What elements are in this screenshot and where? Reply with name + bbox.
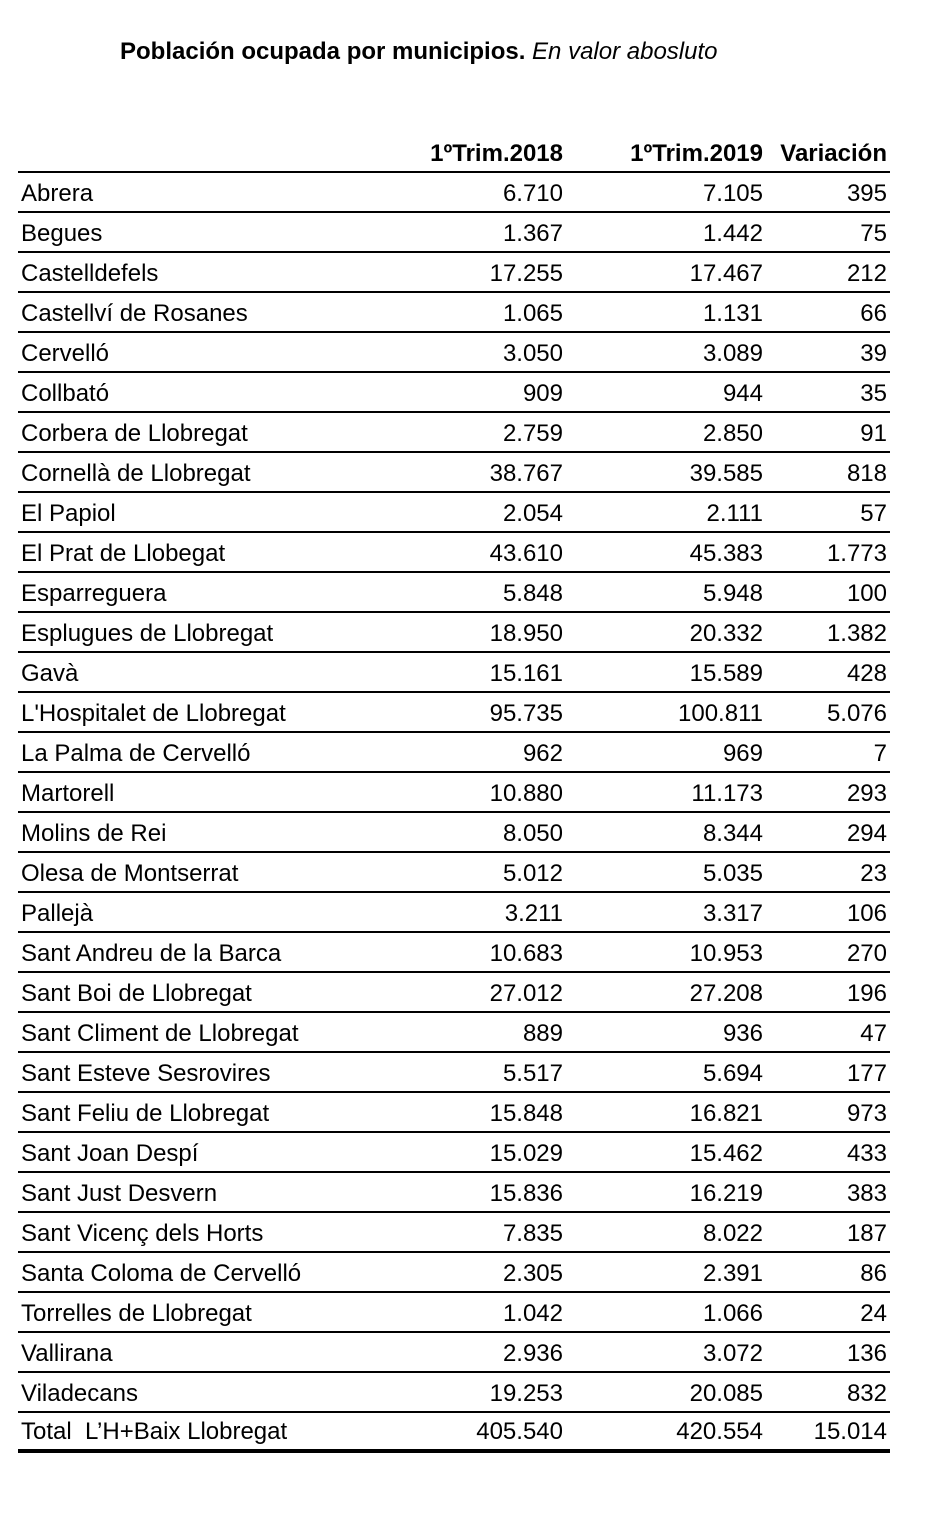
table-header-row	[18, 133, 890, 173]
table-row	[18, 373, 890, 413]
title-subtitle: En valor abosluto	[532, 38, 718, 65]
municipality-cell: Vallirana	[21, 1340, 113, 1367]
table-row	[18, 613, 890, 653]
table-row	[18, 333, 890, 373]
trim-2018-cell: 5.012	[502, 860, 563, 887]
trim-2018-cell: 2.936	[502, 1340, 563, 1367]
variation-cell: 47	[860, 1020, 887, 1047]
table-row	[18, 773, 890, 813]
trim-2018-cell: 17.255	[489, 260, 563, 287]
municipality-cell: Santa Coloma de Cervelló	[21, 1260, 302, 1287]
table-total-row	[18, 1413, 890, 1453]
table-row	[18, 1093, 890, 1133]
table-row	[18, 1053, 890, 1093]
variation-cell: 294	[846, 820, 887, 847]
municipality-cell: Castellví de Rosanes	[21, 300, 248, 327]
trim-2019-cell: 5.694	[702, 1060, 763, 1087]
municipality-cell: Martorell	[21, 780, 115, 807]
municipality-cell: Cornellà de Llobregat	[21, 460, 251, 487]
municipality-cell: Sant Climent de Llobregat	[21, 1020, 299, 1047]
variation-cell: 24	[860, 1300, 887, 1327]
table-row	[18, 1293, 890, 1333]
trim-2018-cell: 27.012	[489, 980, 563, 1007]
table-row	[18, 453, 890, 493]
variation-cell: 1.382	[826, 620, 887, 647]
table-row	[18, 733, 890, 773]
trim-2018-cell: 38.767	[489, 460, 563, 487]
table-row	[18, 173, 890, 213]
trim-2018-cell: 7.835	[502, 1220, 563, 1247]
variation-cell: 832	[846, 1380, 887, 1407]
variation-cell: 196	[846, 980, 887, 1007]
table-row	[18, 853, 890, 893]
trim-2019-cell: 8.022	[702, 1220, 763, 1247]
variation-cell: 395	[846, 180, 887, 207]
trim-2019-cell: 17.467	[689, 260, 763, 287]
table-row	[18, 253, 890, 293]
municipality-cell: Begues	[21, 220, 103, 247]
table-row	[18, 653, 890, 693]
trim-2018-cell: 10.683	[489, 940, 563, 967]
trim-2018-cell: 15.029	[489, 1140, 563, 1167]
trim-2019-cell: 27.208	[689, 980, 763, 1007]
municipality-cell: Pallejà	[21, 900, 94, 927]
trim-2018-cell: 15.848	[489, 1100, 563, 1127]
trim-2019-cell: 1.131	[702, 300, 763, 327]
variation-cell: 433	[846, 1140, 887, 1167]
municipality-cell: El Papiol	[21, 500, 116, 527]
trim-2019-cell: 15.462	[689, 1140, 763, 1167]
trim-2018-cell: 2.305	[502, 1260, 563, 1287]
table-row	[18, 1173, 890, 1213]
municipality-cell: Sant Andreu de la Barca	[21, 940, 282, 967]
trim-2019-cell: 16.219	[689, 1180, 763, 1207]
variation-cell: 177	[846, 1060, 887, 1087]
table-row	[18, 933, 890, 973]
trim-2019-cell: 969	[722, 740, 763, 767]
municipality-cell: Olesa de Montserrat	[21, 860, 239, 887]
trim-2019-cell: 1.442	[702, 220, 763, 247]
trim-2019-cell: 2.111	[706, 500, 763, 527]
trim-2018-cell: 15.836	[489, 1180, 563, 1207]
trim-2018-cell: 2.054	[502, 500, 563, 527]
variation-cell: 75	[860, 220, 887, 247]
trim-2018-cell: 10.880	[489, 780, 563, 807]
variation-cell: 57	[860, 500, 887, 527]
trim-2018-cell: 18.950	[489, 620, 563, 647]
trim-2018-cell: 909	[522, 380, 563, 407]
variation-cell: 973	[846, 1100, 887, 1127]
trim-2018-cell: 8.050	[502, 820, 563, 847]
variation-cell: 270	[846, 940, 887, 967]
variation-cell: 86	[860, 1260, 887, 1287]
trim-2019-cell: 10.953	[689, 940, 763, 967]
trim-2018-cell: 43.610	[489, 540, 563, 567]
municipality-cell: Sant Just Desvern	[21, 1180, 218, 1207]
trim-2019-cell: 100.811	[678, 700, 763, 727]
total-variation: 15.014	[813, 1418, 887, 1445]
total-label: Total L’H+Baix Llobregat	[21, 1418, 288, 1445]
variation-cell: 428	[846, 660, 887, 687]
trim-2018-cell: 5.848	[502, 580, 563, 607]
trim-2019-cell: 5.035	[702, 860, 763, 887]
table-row	[18, 1213, 890, 1253]
trim-2019-cell: 3.317	[702, 900, 763, 927]
trim-2019-cell: 5.948	[702, 580, 763, 607]
municipality-cell: Sant Feliu de Llobregat	[21, 1100, 270, 1127]
page-title	[120, 36, 718, 68]
table-row	[18, 1013, 890, 1053]
trim-2019-cell: 20.085	[689, 1380, 763, 1407]
table-row	[18, 973, 890, 1013]
trim-2018-cell: 1.065	[502, 300, 563, 327]
total-trim-2019: 420.554	[676, 1418, 763, 1445]
variation-cell: 106	[846, 900, 887, 927]
municipality-cell: Castelldefels	[21, 260, 159, 287]
trim-2018-cell: 1.367	[502, 220, 563, 247]
variation-cell: 91	[860, 420, 887, 447]
table-row	[18, 1133, 890, 1173]
total-trim-2018: 405.540	[476, 1418, 563, 1445]
trim-2018-cell: 95.735	[489, 700, 563, 727]
municipality-cell: Sant Joan Despí	[21, 1140, 199, 1167]
trim-2019-cell: 936	[722, 1020, 763, 1047]
table-row	[18, 573, 890, 613]
trim-2018-cell: 5.517	[502, 1060, 563, 1087]
header-trim-2019: 1ºTrim.2019	[630, 140, 763, 167]
table-row	[18, 813, 890, 853]
trim-2019-cell: 16.821	[689, 1100, 763, 1127]
trim-2019-cell: 39.585	[689, 460, 763, 487]
trim-2019-cell: 45.383	[689, 540, 763, 567]
municipality-cell: L'Hospitalet de Llobregat	[21, 700, 286, 727]
municipality-cell: Gavà	[21, 660, 79, 687]
variation-cell: 100	[846, 580, 887, 607]
variation-cell: 383	[846, 1180, 887, 1207]
trim-2019-cell: 944	[722, 380, 763, 407]
municipality-cell: El Prat de Llobegat	[21, 540, 226, 567]
trim-2019-cell: 20.332	[689, 620, 763, 647]
municipality-cell: Collbató	[21, 380, 110, 407]
trim-2018-cell: 3.050	[502, 340, 563, 367]
variation-cell: 1.773	[826, 540, 887, 567]
trim-2019-cell: 2.391	[702, 1260, 763, 1287]
municipality-cell: Viladecans	[21, 1380, 138, 1407]
table-row	[18, 1333, 890, 1373]
trim-2019-cell: 3.072	[702, 1340, 763, 1367]
table-row	[18, 893, 890, 933]
table-row	[18, 1253, 890, 1293]
municipality-cell: Corbera de Llobregat	[21, 420, 248, 447]
municipality-cell: Sant Esteve Sesrovires	[21, 1060, 271, 1087]
trim-2018-cell: 889	[522, 1020, 563, 1047]
municipality-cell: Sant Boi de Llobregat	[21, 980, 252, 1007]
table-row	[18, 293, 890, 333]
header-variation: Variación	[780, 140, 887, 167]
variation-cell: 66	[860, 300, 887, 327]
variation-cell: 212	[846, 260, 887, 287]
trim-2019-cell: 3.089	[702, 340, 763, 367]
variation-cell: 7	[873, 740, 887, 767]
municipality-cell: Esparreguera	[21, 580, 167, 607]
table-row	[18, 533, 890, 573]
variation-cell: 5.076	[826, 700, 887, 727]
table-row	[18, 693, 890, 733]
title-main: Población ocupada por municipios.	[120, 38, 526, 65]
trim-2018-cell: 1.042	[502, 1300, 563, 1327]
variation-cell: 39	[860, 340, 887, 367]
municipality-cell: Sant Vicenç dels Horts	[21, 1220, 264, 1247]
variation-cell: 187	[846, 1220, 887, 1247]
table-body	[18, 173, 890, 1413]
trim-2018-cell: 3.211	[504, 900, 563, 927]
variation-cell: 818	[846, 460, 887, 487]
municipality-cell: Cervelló	[21, 340, 110, 367]
variation-cell: 35	[860, 380, 887, 407]
trim-2019-cell: 7.105	[702, 180, 763, 207]
municipality-cell: Esplugues de Llobregat	[21, 620, 274, 647]
trim-2018-cell: 6.710	[502, 180, 563, 207]
variation-cell: 293	[846, 780, 887, 807]
trim-2018-cell: 962	[522, 740, 563, 767]
variation-cell: 136	[846, 1340, 887, 1367]
trim-2018-cell: 2.759	[502, 420, 563, 447]
municipality-cell: Abrera	[21, 180, 94, 207]
header-trim-2018: 1ºTrim.2018	[430, 140, 563, 167]
municipality-cell: Torrelles de Llobregat	[21, 1300, 252, 1327]
trim-2018-cell: 19.253	[489, 1380, 563, 1407]
trim-2019-cell: 2.850	[702, 420, 763, 447]
population-table	[18, 133, 890, 1453]
trim-2018-cell: 15.161	[489, 660, 563, 687]
table-row	[18, 1373, 890, 1413]
municipality-cell: La Palma de Cervelló	[21, 740, 251, 767]
trim-2019-cell: 8.344	[702, 820, 763, 847]
trim-2019-cell: 15.589	[689, 660, 763, 687]
trim-2019-cell: 1.066	[702, 1300, 763, 1327]
municipality-cell: Molins de Rei	[21, 820, 167, 847]
table-row	[18, 493, 890, 533]
trim-2019-cell: 11.173	[691, 780, 763, 807]
table-row	[18, 413, 890, 453]
variation-cell: 23	[860, 860, 887, 887]
table-row	[18, 213, 890, 253]
